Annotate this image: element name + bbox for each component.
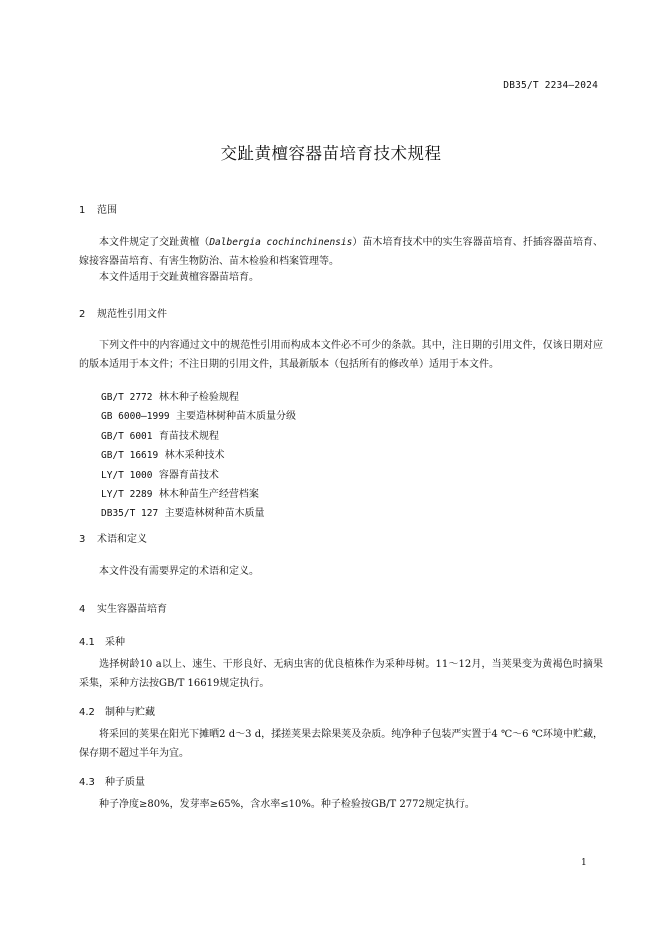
reference-item bbox=[101, 504, 296, 523]
seed-quality-text: 种子净度≥80%，发芽率≥65%，含水率≤10%。种子检验按GB/T 2772规定执行。 bbox=[99, 799, 475, 810]
scope-applicability-paragraph bbox=[79, 268, 603, 287]
subsection-number: 4.1 bbox=[79, 637, 95, 648]
scope-text-part2: ）苗木培育技术中的实生容器苗培育、扦插容器苗培育、嫁接容器苗培育、有害生物防治、苗木检验和档案管理等。 bbox=[79, 237, 604, 267]
page-title: 交趾黄檀容器苗培育技术规程 bbox=[220, 144, 442, 163]
subsection-title: 采种 bbox=[105, 637, 125, 648]
reference-name: 育苗技术规程 bbox=[158, 430, 219, 442]
seed-storage-paragraph bbox=[79, 725, 603, 763]
section-heading-seedling-cultivation bbox=[79, 600, 167, 615]
section-title: 范围 bbox=[97, 205, 117, 216]
reference-list bbox=[101, 388, 296, 524]
reference-code: LY/T 1000 bbox=[101, 469, 153, 481]
reference-name: 林木种子检验规程 bbox=[158, 392, 239, 403]
reference-item bbox=[101, 466, 296, 485]
subsection-heading-seed-collection bbox=[79, 633, 125, 648]
reference-name: 容器育苗技术 bbox=[158, 469, 219, 481]
section-number: 2 bbox=[79, 309, 86, 320]
subsection-heading-seed-storage bbox=[79, 703, 155, 718]
reference-code: LY/T 2289 bbox=[101, 488, 153, 500]
subsection-title: 制种与贮藏 bbox=[105, 707, 155, 718]
subsection-heading-seed-quality bbox=[79, 773, 145, 788]
section-title: 规范性引用文件 bbox=[97, 309, 167, 320]
reference-name: 主要造林树种苗木质量 bbox=[164, 508, 265, 520]
reference-item bbox=[101, 446, 296, 465]
scope-applicability-text: 本文件适用于交趾黄檀容器苗培育。 bbox=[99, 272, 259, 283]
reference-code: GB/T 2772 bbox=[101, 392, 153, 403]
scope-text-part1: 本文件规定了交趾黄檀（ bbox=[99, 237, 210, 248]
section-number: 4 bbox=[79, 604, 86, 615]
seed-quality-paragraph bbox=[79, 795, 603, 814]
reference-item bbox=[101, 485, 296, 504]
reference-name: 林木采种技术 bbox=[164, 450, 225, 462]
scope-paragraph bbox=[79, 233, 603, 271]
reference-name: 主要造林树种苗木质量分级 bbox=[176, 411, 296, 423]
reference-code: GB/T 16619 bbox=[101, 450, 159, 462]
section-heading-terms bbox=[79, 530, 147, 545]
section-title: 实生容器苗培育 bbox=[97, 604, 167, 615]
section-heading-scope bbox=[79, 201, 117, 216]
subsection-title: 种子质量 bbox=[105, 777, 145, 788]
reference-code: GB/T 6001 bbox=[101, 430, 153, 442]
reference-item bbox=[101, 427, 296, 446]
section-number: 3 bbox=[79, 534, 86, 545]
latin-species-name: Dalbergia cochinchinensis bbox=[209, 237, 353, 248]
section-heading-normative-references bbox=[79, 305, 167, 320]
section-number: 1 bbox=[79, 205, 86, 216]
references-intro-paragraph bbox=[79, 336, 603, 374]
page-number: 1 bbox=[581, 858, 587, 868]
reference-item bbox=[101, 388, 296, 407]
document-id: DB35/T 2234—2024 bbox=[503, 80, 598, 91]
section-title: 术语和定义 bbox=[97, 534, 147, 545]
reference-code: GB 6000—1999 bbox=[101, 411, 170, 423]
seed-collection-text: 选择树龄10 a以上、速生、干形良好、无病虫害的优良植株作为采种母树。11～12月，当荚果变为黄褐色时摘果采集，采种方法按GB/T 16619规定执行。 bbox=[79, 659, 603, 689]
terms-text: 本文件没有需要界定的术语和定义。 bbox=[99, 566, 259, 577]
subsection-number: 4.3 bbox=[79, 777, 95, 788]
subsection-number: 4.2 bbox=[79, 707, 95, 718]
reference-code: DB35/T 127 bbox=[101, 508, 159, 520]
reference-name: 林木种苗生产经营档案 bbox=[158, 488, 259, 500]
reference-item bbox=[101, 407, 296, 426]
terms-paragraph bbox=[79, 562, 603, 581]
references-intro-text: 下列文件中的内容通过文中的规范性引用而构成本文件必不可少的条款。其中，注日期的引用文件，仅该日期对应的版本适用于本文件；不注日期的引用文件，其最新版本（包括所有的修改单）适用于本文件。 bbox=[79, 340, 603, 370]
seed-storage-text: 将采回的荚果在阳光下摊晒2 d～3 d，揉搓荚果去除果荚及杂质。纯净种子包装严实置于4 ℃～6 ℃环境中贮藏，保存期不超过半年为宜。 bbox=[79, 729, 603, 759]
seed-collection-paragraph bbox=[79, 655, 603, 693]
